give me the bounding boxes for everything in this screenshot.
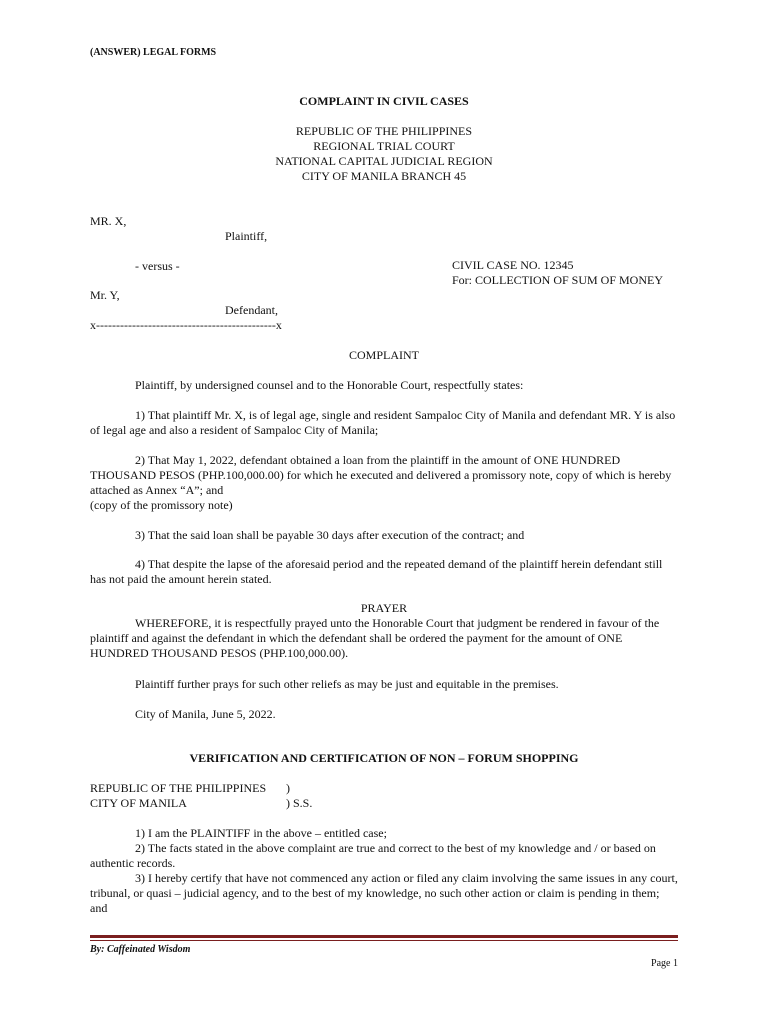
- venue-mark-1: ): [286, 781, 290, 795]
- plaintiff-name: MR. X,: [90, 214, 127, 228]
- prayer-further: Plaintiff further prays for such other reliefs as may be just and equitable in the premises.: [135, 677, 559, 691]
- allegation-3: 3) That the said loan shall be payable 30 days after execution of the contract; and: [135, 528, 525, 542]
- verification-item-3: 3) I hereby certify that have not commenced any action or filed any claim involving the same issues in any court, tribunal, or quasi – judicial agency, and to the best of my knowledge, no such other action or claim is pending in them; and: [90, 871, 678, 915]
- complaint-intro: Plaintiff, by undersigned counsel and to the Honorable Court, respectfully states:: [135, 378, 524, 392]
- verification-item-2: 2) The facts stated in the above complaint are true and correct to the best of my knowledge and / or based on authentic records.: [90, 841, 656, 870]
- court-line-1: REPUBLIC OF THE PHILIPPINES: [295, 124, 473, 138]
- plaintiff-role: Plaintiff,: [225, 229, 268, 243]
- prayer-text: WHEREFORE, it is respectfully prayed unto the Honorable Court that judgment be rendered in favour of the plaintiff and against the defendant in which the defendant shall be ordered the payment for the amount of ONE HUNDRED THOUSAND PESOS (PHP.100,000.00).: [90, 616, 660, 660]
- prayer-date: City of Manila, June 5, 2022.: [135, 707, 276, 721]
- verification-heading: VERIFICATION AND CERTIFICATION OF NON – FORUM SHOPPING: [189, 751, 579, 765]
- case-type: For: COLLECTION OF SUM OF MONEY: [452, 273, 664, 287]
- defendant-role: Defendant,: [225, 303, 278, 317]
- allegation-2: 2) That May 1, 2022, defendant obtained a loan from the plaintiff in the amount of ONE HUNDRED THOUSAND PESOS (PHP.100,000.00) for which he executed and delivered a promissory note, copy of which is hereby attached as Annex “A”; and: [90, 453, 672, 497]
- court-line-2: REGIONAL TRIAL COURT: [313, 139, 455, 153]
- footer-author: By: Caffeinated Wisdom: [90, 944, 191, 955]
- header-label: (ANSWER) LEGAL FORMS: [90, 47, 217, 58]
- venue-line-2: CITY OF MANILA: [90, 796, 187, 810]
- allegation-4: 4) That despite the lapse of the aforesaid period and the repeated demand of the plaintiff herein defendant still has not paid the amount herein stated.: [90, 557, 663, 586]
- court-line-4: CITY OF MANILA BRANCH 45: [301, 169, 467, 183]
- versus-label: - versus -: [135, 259, 180, 273]
- allegation-1: 1) That plaintiff Mr. X, is of legal age, single and resident Sampaloc City of Manila and defendant MR. Y is also of legal age and also a resident of Sampaloc City of Manila;: [90, 408, 676, 437]
- page-number: Page 1: [651, 958, 678, 969]
- venue-line-1: REPUBLIC OF THE PHILIPPINES: [90, 781, 267, 795]
- venue-mark-2: ) S.S.: [286, 796, 313, 810]
- footer-rule-thick: [90, 935, 678, 938]
- court-line-3: NATIONAL CAPITAL JUDICIAL REGION: [275, 154, 493, 168]
- defendant-name: Mr. Y,: [90, 288, 120, 302]
- allegation-2-note: (copy of the promissory note): [90, 498, 233, 512]
- case-number: CIVIL CASE NO. 12345: [452, 258, 574, 272]
- footer-rule-thin: [90, 940, 678, 941]
- verification-item-1: 1) I am the PLAINTIFF in the above – entitled case;: [135, 826, 387, 840]
- complaint-heading: COMPLAINT: [348, 348, 419, 362]
- prayer-heading: PRAYER: [360, 601, 408, 615]
- caption-separator: x---------------------------------------------x: [90, 318, 282, 332]
- document-title: COMPLAINT IN CIVIL CASES: [299, 94, 469, 108]
